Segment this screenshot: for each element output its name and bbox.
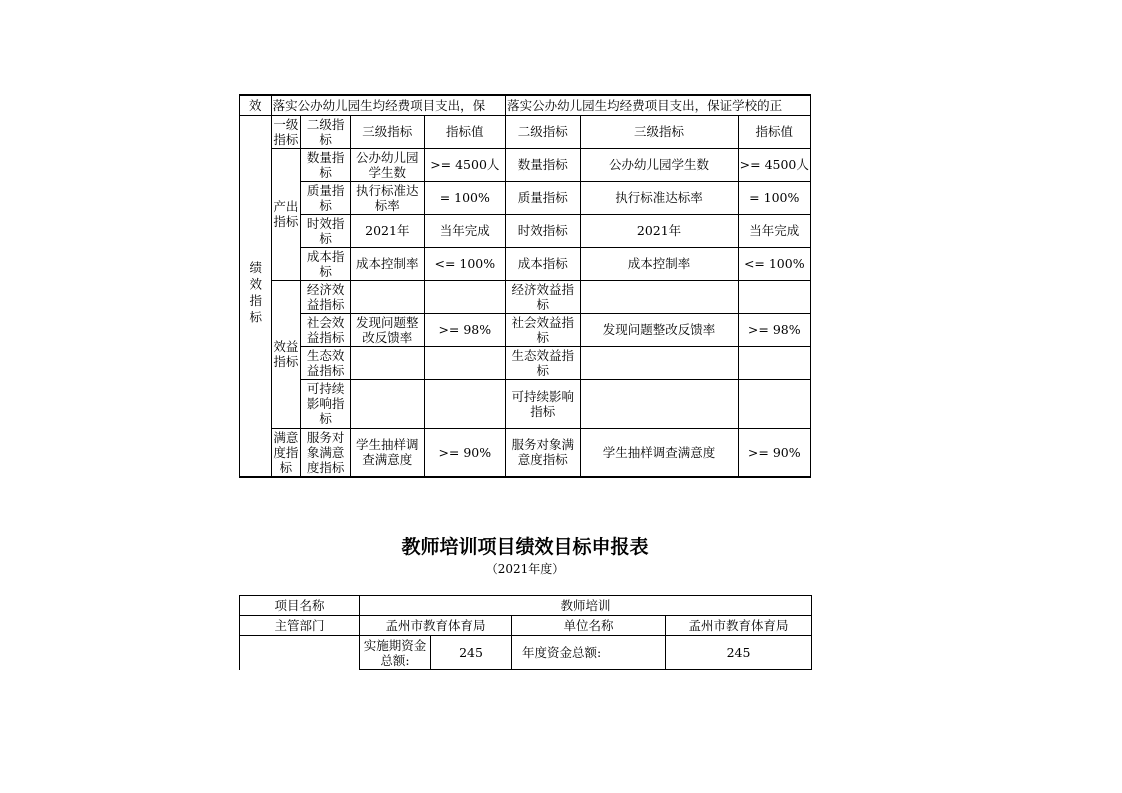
level2-cell-right: 质量指标 <box>506 181 580 214</box>
value-cell: >= 4500人 <box>424 148 506 181</box>
impl-total-label: 实施期资金总额: <box>360 636 431 669</box>
header-level2: 二级指标 <box>301 115 351 148</box>
level3-cell-right: 发现问题整改反馈率 <box>580 313 738 346</box>
level2-cell: 质量指标 <box>301 181 351 214</box>
header-level3: 三级指标 <box>351 115 424 148</box>
level2-cell-right: 时效指标 <box>506 214 580 247</box>
level2-cell: 服务对象满意度指标 <box>301 428 351 477</box>
benefit-indicator-label: 效益指标 <box>271 280 301 428</box>
level3-cell: 执行标准达标率 <box>351 181 424 214</box>
project-info-table <box>239 595 812 670</box>
level2-cell-right: 社会效益指标 <box>506 313 580 346</box>
value-cell-right <box>738 346 810 379</box>
goal-text-right: 落实公办幼儿园生均经费项目支出，保证学校的正 <box>506 95 811 115</box>
performance-indicator-side-label: 绩效指标 <box>240 115 272 477</box>
level2-cell: 成本指标 <box>301 247 351 280</box>
project-name-label: 项目名称 <box>240 596 360 616</box>
value-cell-right <box>738 280 810 313</box>
level3-cell-right: 学生抽样调查满意度 <box>580 428 738 477</box>
value-cell-right: = 100% <box>738 181 810 214</box>
level3-cell: 公办幼儿园学生数 <box>351 148 424 181</box>
level3-cell <box>351 379 424 428</box>
level2-cell-right: 数量指标 <box>506 148 580 181</box>
value-cell-right: >= 98% <box>738 313 810 346</box>
level3-cell: 成本控制率 <box>351 247 424 280</box>
report-title: 教师培训项目绩效目标申报表 <box>401 536 649 558</box>
level3-cell-right <box>580 346 738 379</box>
impl-total-value: 245 <box>459 645 483 660</box>
value-cell: >= 98% <box>424 313 506 346</box>
level2-cell-right: 服务对象满意度指标 <box>506 428 580 477</box>
value-cell-right: <= 100% <box>738 247 810 280</box>
output-indicator-label: 产出指标 <box>271 148 301 280</box>
header-level2-right: 二级指标 <box>506 115 580 148</box>
level3-cell-right: 2021年 <box>580 214 738 247</box>
level2-cell-right: 可持续影响指标 <box>506 379 580 428</box>
project-name-value: 教师培训 <box>360 596 812 616</box>
level2-cell: 数量指标 <box>301 148 351 181</box>
level3-cell-right: 执行标准达标率 <box>580 181 738 214</box>
level2-cell-right: 生态效益指标 <box>506 346 580 379</box>
annual-total-label: 年度资金总额: <box>512 636 666 670</box>
funds-split-cell <box>360 636 512 670</box>
value-cell: <= 100% <box>424 247 506 280</box>
level3-cell: 2021年 <box>351 214 424 247</box>
header-level1: 一级指标 <box>271 115 301 148</box>
unit-label: 单位名称 <box>512 616 666 636</box>
performance-indicator-table <box>239 94 811 478</box>
level3-cell <box>351 346 424 379</box>
value-cell <box>424 280 506 313</box>
value-cell <box>424 379 506 428</box>
level2-cell: 可持续影响指标 <box>301 379 351 428</box>
value-cell-right: 当年完成 <box>738 214 810 247</box>
level2-cell-right: 成本指标 <box>506 247 580 280</box>
level3-cell <box>351 280 424 313</box>
annual-total-value: 245 <box>666 636 812 670</box>
funds-label-blank <box>240 636 360 670</box>
level3-cell-right: 公办幼儿园学生数 <box>580 148 738 181</box>
value-cell: = 100% <box>424 181 506 214</box>
header-value-right: 指标值 <box>738 115 810 148</box>
level3-cell-right: 成本控制率 <box>580 247 738 280</box>
level3-cell: 发现问题整改反馈率 <box>351 313 424 346</box>
value-cell-right: >= 4500人 <box>738 148 810 181</box>
goal-text-left: 落实公办幼儿园生均经费项目支出，保 <box>271 95 506 115</box>
level2-cell: 社会效益指标 <box>301 313 351 346</box>
dept-label: 主管部门 <box>240 616 360 636</box>
level2-cell: 经济效益指标 <box>301 280 351 313</box>
section-label-cut: 效 <box>240 95 272 115</box>
level2-cell-right: 经济效益指标 <box>506 280 580 313</box>
level2-cell: 时效指标 <box>301 214 351 247</box>
value-cell-right <box>738 379 810 428</box>
level3-cell-right <box>580 280 738 313</box>
dept-value: 孟州市教育体育局 <box>360 616 512 636</box>
level3-cell: 学生抽样调查满意度 <box>351 428 424 477</box>
header-level3-right: 三级指标 <box>580 115 738 148</box>
unit-value: 孟州市教育体育局 <box>666 616 812 636</box>
value-cell: >= 90% <box>424 428 506 477</box>
value-cell <box>424 346 506 379</box>
level2-cell: 生态效益指标 <box>301 346 351 379</box>
satisfaction-indicator-label: 满意度指标 <box>271 428 301 477</box>
report-year: （2021年度） <box>485 562 565 576</box>
value-cell-right: >= 90% <box>738 428 810 477</box>
header-value: 指标值 <box>424 115 506 148</box>
level3-cell-right <box>580 379 738 428</box>
value-cell: 当年完成 <box>424 214 506 247</box>
